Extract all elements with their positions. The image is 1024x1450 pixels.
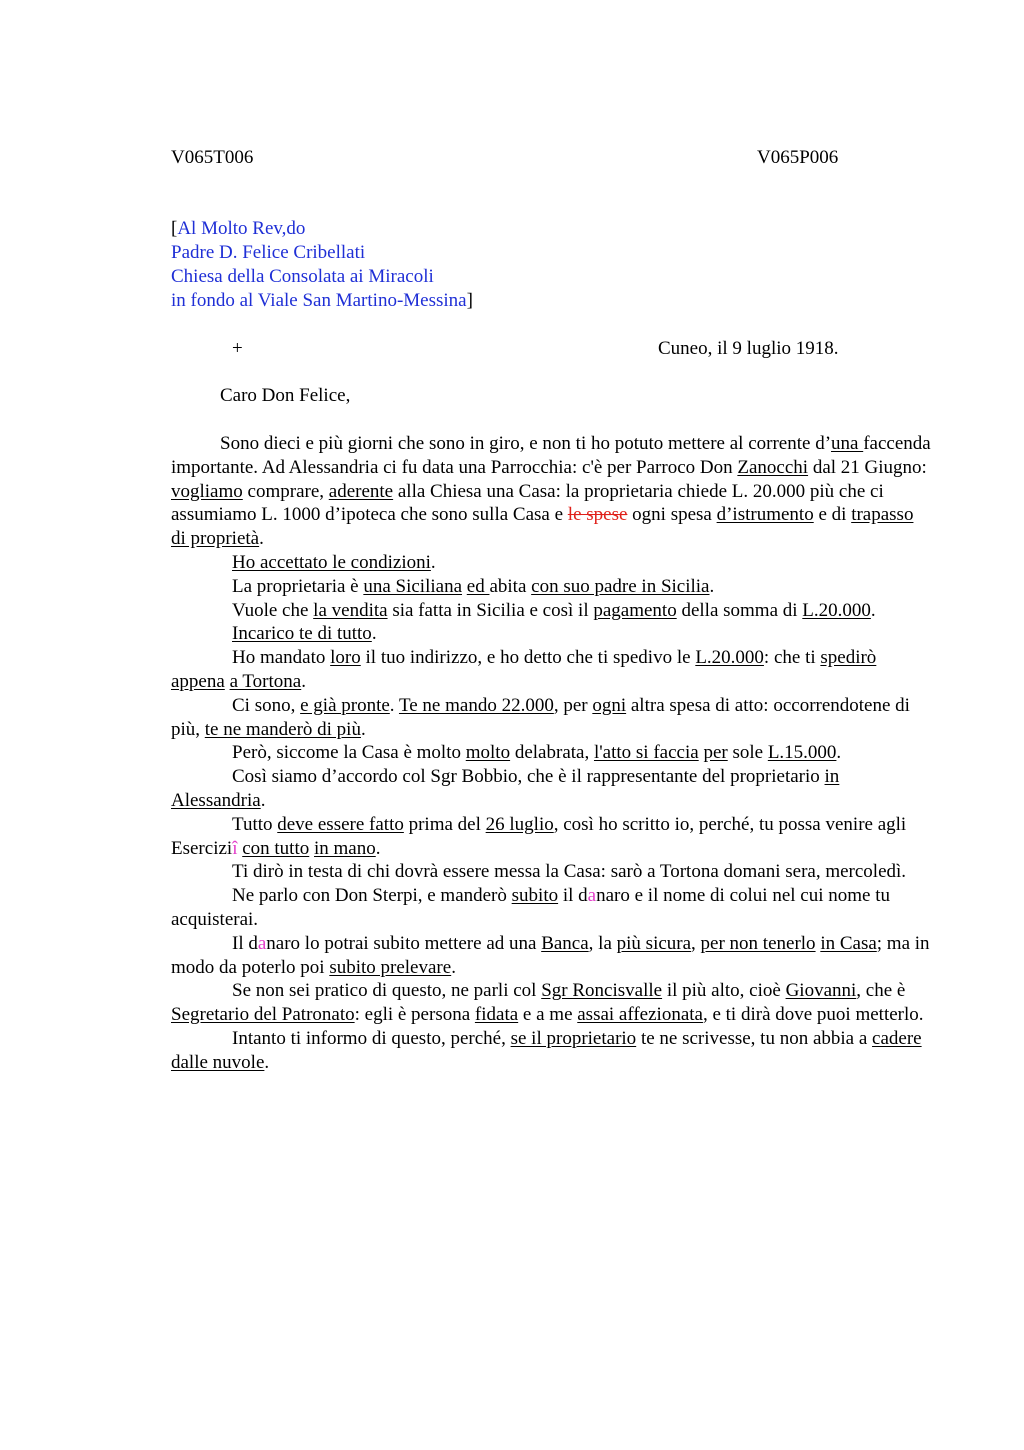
paragraph-7: Ci sono, e già pronte. Te ne mando 22.000, per ogni altra spesa di atto: occorrendotene di più, te ne manderò di più. xyxy=(171,694,910,740)
paragraph-13: Il danaro lo potrai subito mettere ad una Banca, la più sicura, per non tenerlo in Casa; ma in modo da poterlo poi subito prelevare. xyxy=(171,932,930,978)
paragraph-10: Tutto deve essere fatto prima del 26 luglio, così ho scritto io, perché, tu possa venire agli Eserciziî con tutto in mano. xyxy=(171,813,907,859)
paragraph-2: Ho accettato le condizioni. xyxy=(232,551,436,573)
paragraph-15: Intanto ti informo di questo, perché, se il proprietario te ne scrivesse, tu non abbia a cadere dalle nuvole. xyxy=(171,1027,922,1073)
paragraph-8: Però, siccome la Casa è molto molto delabrata, l'atto si faccia per sole L.15.000. xyxy=(232,742,842,764)
address-bracket-close: ] xyxy=(466,290,473,311)
paragraph-5: Incarico te di tutto. xyxy=(232,623,377,645)
address-recipient-name: Padre D. Felice Cribellati xyxy=(171,242,366,263)
address-street: in fondo al Viale San Martino-Messina xyxy=(171,290,467,311)
inserted-letter: a xyxy=(587,885,597,907)
address-recipient-title: Al Molto Rev,do xyxy=(177,218,306,239)
address-line-1 xyxy=(171,217,305,241)
letter-body xyxy=(171,432,931,1075)
paragraph-4: Vuole che la vendita sia fatta in Sicilia e così il pagamento della somma di L.20.000. xyxy=(232,599,876,621)
address-church: Chiesa della Consolata ai Miracoli xyxy=(171,266,434,287)
paragraph-9: Così siamo d’accordo col Sgr Bobbio, che è il rappresentante del proprietario in Alessandria. xyxy=(171,766,840,811)
document-code-left: V065T006 xyxy=(171,147,254,168)
cross-mark: + xyxy=(232,338,243,359)
paragraph-6: Ho mandato loro il tuo indirizzo, e ho detto che ti spedivo le L.20.000: che ti spedirò appena a Tortona. xyxy=(171,647,877,692)
inserted-letter: î xyxy=(232,837,238,859)
paragraph-14: Se non sei pratico di questo, ne parli col Sgr Roncisvalle il più alto, cioè Giovanni, che è Segretario del Patronato: egli è persona fidata e a me assai affezionata, e ti dirà dove puoi metterlo. xyxy=(171,980,924,1026)
inserted-letter: a xyxy=(257,932,267,954)
place-date: Cuneo, il 9 luglio 1918. xyxy=(658,338,839,359)
paragraph-1: Sono dieci e più giorni che sono in giro, e non ti ho potuto mettere al corrente d’una faccenda importante. Ad Alessandria ci fu data una Parrocchia: c'è per Parroco Don Zanocchi dal 21 Giugno: vogliamo comprare, aderente alla Chiesa una Casa: la proprietaria chiede L. 20.000 più che ci assumiamo L. 1000 d’ipoteca che sono sulla Casa e le spese ogni spesa d’istrumento e di trapasso di proprietà. xyxy=(171,433,931,550)
salutation: Caro Don Felice, xyxy=(220,385,351,406)
document-code-right: V065P006 xyxy=(757,147,839,168)
paragraph-12: Ne parlo con Don Sterpi, e manderò subito il danaro e il nome di colui nel cui nome tu acquisterai. xyxy=(171,885,890,930)
address-bracket-open: [ xyxy=(171,218,178,239)
paragraph-11: Ti dirò in testa di chi dovrà essere messa la Casa: sarò a Tortona domani sera, mercoledì. xyxy=(232,861,907,883)
paragraph-3: La proprietaria è una Siciliana ed abita con suo padre in Sicilia. xyxy=(232,575,715,597)
deleted-text: le spese xyxy=(567,504,628,526)
address-line-4 xyxy=(171,289,473,313)
